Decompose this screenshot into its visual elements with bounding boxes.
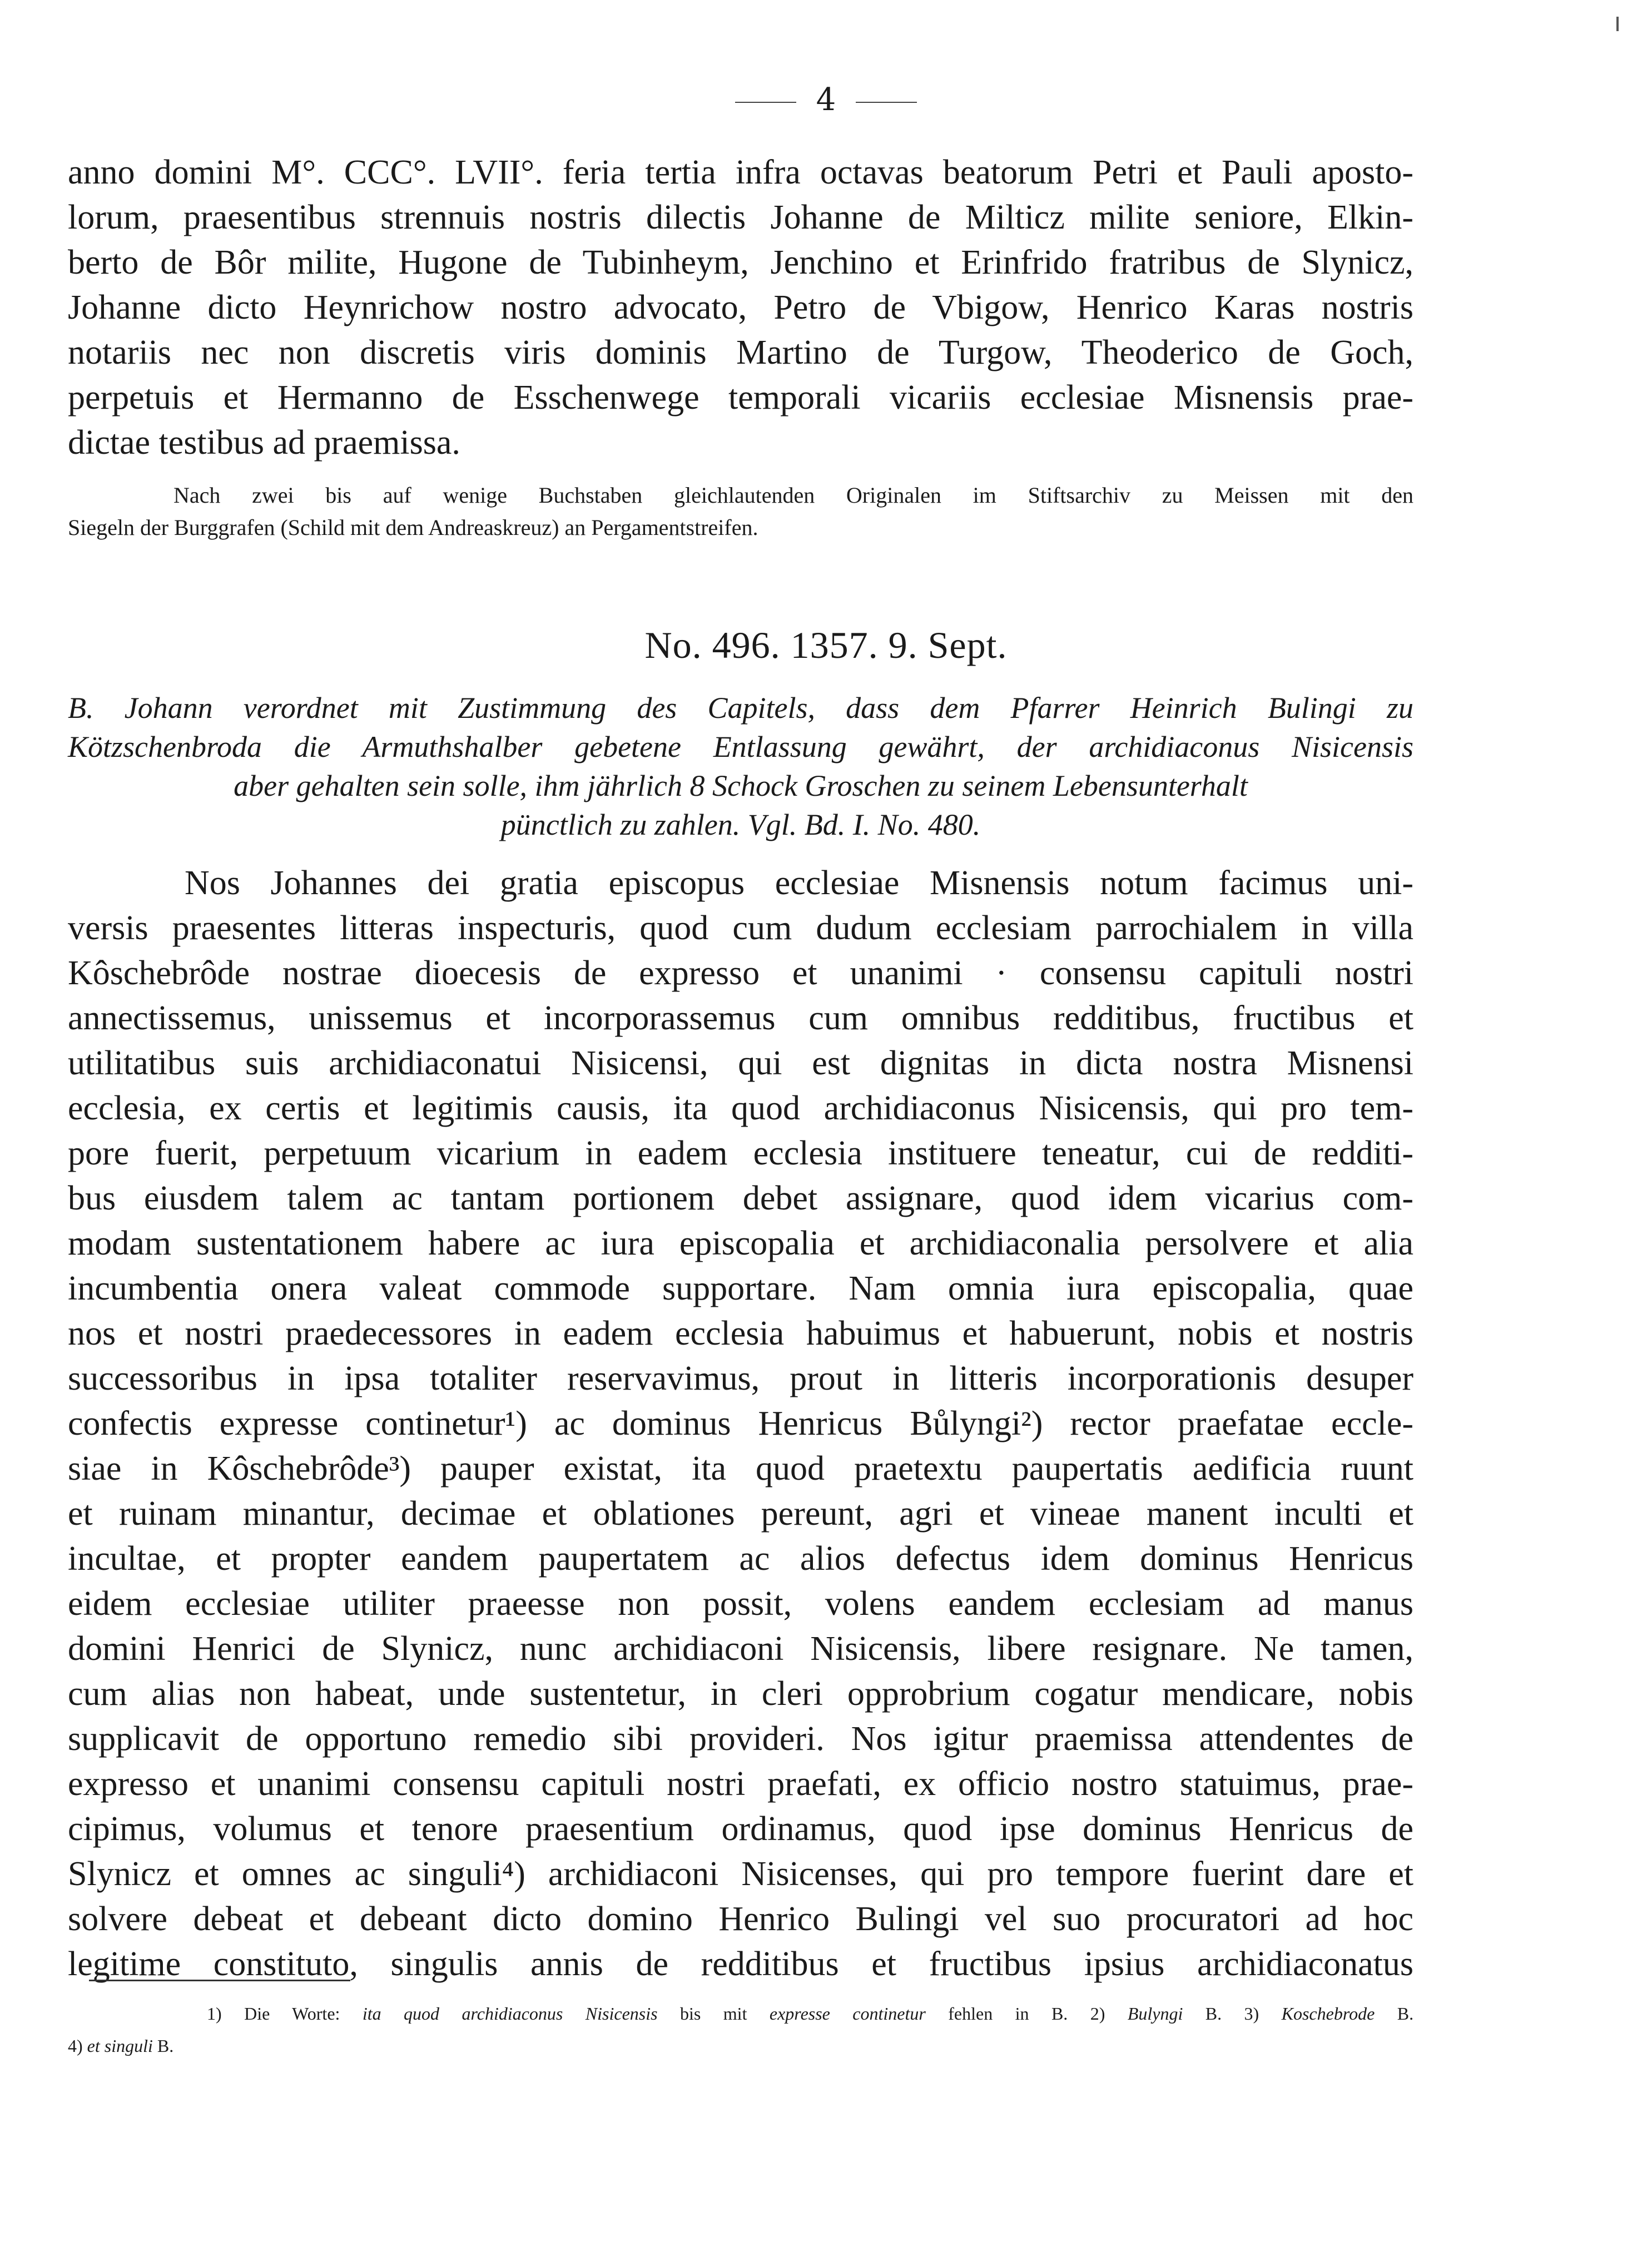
body-line: ecclesia, ex certis et legitimis causis, ita quod archidiaconus Nisicensis, qui pro tem- (68, 1089, 1413, 1127)
body-line: legitime constituto, singulis annis de redditibus et fructibus ipsius archidiaconatus (68, 1945, 1413, 1983)
body-line: utilitatibus suis archidiaconatui Nisicensi, qui est dignitas in dicta nostra Misnensi (68, 1044, 1413, 1082)
text-line: Johanne dicto Heynrichow nostro advocato, Petro de Vbigow, Henrico Karas nostris (68, 289, 1413, 326)
body-line: siae in Kôschebrôde³) pauper existat, ita quod praetextu paupertatis aedificia ruunt (68, 1450, 1413, 1488)
text-line: berto de Bôr milite, Hugone de Tubinheym, Jenchino et Erinfrido fratribus de Slynicz, (68, 244, 1413, 281)
regest-line: Kötzschenbroda die Armuthshalber gebetene Entlassung gewährt, der archidiaconus Nisicensis (68, 730, 1413, 763)
document-title: No. 496. 1357. 9. Sept. (644, 624, 1008, 666)
header-dash-right (856, 102, 917, 103)
text-line: notariis nec non discretis viris dominis Martino de Turgow, Theoderico de Goch, (68, 334, 1413, 371)
footnote-line (68, 1997, 1413, 2030)
footnote-text: B. (152, 2036, 174, 2056)
header-dash-left (735, 102, 796, 103)
body-line: cum alias non habeat, unde sustentetur, in cleri opprobrium cogatur mendicare, nobis (68, 1675, 1413, 1713)
text-line: perpetuis et Hermanno de Esschenwege temporali vicariis ecclesiae Misnensis prae- (68, 379, 1413, 416)
footnote-line (68, 2030, 1413, 2062)
page-header (0, 78, 1652, 122)
regest-line: aber gehalten sein solle, ihm jährlich 8 Schock Groschen zu seinem Lebensunterhalt (234, 769, 1248, 802)
body-line: eidem ecclesiae utiliter praeesse non possit, volens eandem ecclesiam ad manus (68, 1585, 1413, 1623)
body-line: bus eiusdem talem ac tantam portionem debet assignare, quod idem vicarius com- (68, 1179, 1413, 1217)
continuation-paragraph (68, 150, 1413, 465)
body-line: Kôschebrôde nostrae dioecesis de expresso et unanimi · consensu capituli nostri (68, 954, 1413, 992)
body-line: pore fuerit, perpetuum vicarium in eadem ecclesia instituere teneatur, cui de redditi- (68, 1134, 1413, 1172)
regest-line: pünctlich zu zahlen. Vgl. Bd. I. No. 480. (500, 808, 981, 841)
footnotes (68, 1997, 1413, 2062)
body-line: et ruinam minantur, decimae et oblationes pereunt, agri et vineae manent inculti et (68, 1495, 1413, 1533)
footnote-text: 1) Die Worte: (207, 2004, 363, 2024)
body-line: Nos Johannes dei gratia episcopus ecclesiae Misnensis notum facimus uni- (185, 864, 1413, 902)
footnote-italic: ita quod archidiaconus Nisicensis (362, 2004, 658, 2024)
footnote-text: fehlen in B. 2) (925, 2004, 1128, 2024)
body-line: versis praesentes litteras inspecturis, quod cum dudum ecclesiam parrochialem in villa (68, 909, 1413, 947)
footnote-text: B. (1375, 2004, 1413, 2024)
body-line: incultae, et propter eandem paupertatem ac alios defectus idem dominus Henricus (68, 1540, 1413, 1578)
page-number: 4 (816, 82, 836, 118)
footnote-text: 4) (68, 2036, 87, 2056)
text-line: dictae testibus ad praemissa. (68, 424, 460, 462)
regest-line: B. Johann verordnet mit Zustimmung des Capitels, dass dem Pfarrer Heinrich Bulingi zu (68, 691, 1413, 725)
footnote-text: bis mit (657, 2004, 770, 2024)
body-line: Slynicz et omnes ac singuli⁴) archidiaconi Nisicenses, qui pro tempore fuerint dare et (68, 1855, 1413, 1893)
body-line: modam sustentationem habere ac iura episcopalia et archidiaconalia persolvere et alia (68, 1224, 1413, 1262)
body-line: incumbentia onera valeat commode supportare. Nam omnia iura episcopalia, quae (68, 1270, 1413, 1307)
footnote-italic: Koschebrode (1281, 2004, 1375, 2024)
footnote-rule (89, 1980, 350, 1981)
footnote-italic: et singuli (87, 2036, 153, 2056)
note-line: Nach zwei bis auf wenige Buchstaben gleichlautenden Originalen im Stiftsarchiv zu Meissen mit den (173, 483, 1413, 508)
body-line: annectissemus, unissemus et incorporassemus cum omnibus redditibus, fructibus et (68, 999, 1413, 1037)
text-line: anno domini M°. CCC°. LVII°. feria tertia infra octavas beatorum Petri et Pauli aposto- (68, 153, 1413, 191)
text-line: lorum, praesentibus strennuis nostris dilectis Johanne de Milticz milite seniore, Elkin- (68, 199, 1413, 236)
body-line: cipimus, volumus et tenore praesentium ordinamus, quod ipse dominus Henricus de (68, 1810, 1413, 1848)
source-note (68, 479, 1413, 544)
body-line: nos et nostri praedecessores in eadem ecclesia habuimus et habuerunt, nobis et nostris (68, 1315, 1413, 1352)
document-regest (68, 688, 1413, 844)
body-line: solvere debeat et debeant dicto domino Henrico Bulingi vel suo procuratori ad hoc (68, 1900, 1413, 1938)
body-line: successoribus in ipsa totaliter reservavimus, prout in litteris incorporationis desuper (68, 1360, 1413, 1397)
footnote-italic: Bulyngi (1127, 2004, 1183, 2024)
body-line: confectis expresse continetur¹) ac dominus Henricus Bůlyngi²) rector praefatae eccle- (68, 1405, 1413, 1442)
margin-mark (1616, 17, 1619, 31)
body-line: domini Henrici de Slynicz, nunc archidiaconi Nisicensis, libere resignare. Ne tamen, (68, 1630, 1413, 1668)
body-line: supplicavit de opportuno remedio sibi provideri. Nos igitur praemissa attendentes de (68, 1720, 1413, 1758)
note-line: Siegeln der Burggrafen (Schild mit dem Andreaskreuz) an Pergamentstreifen. (68, 515, 758, 540)
body-line: expresso et unanimi consensu capituli nostri praefati, ex officio nostro statuimus, prae- (68, 1765, 1413, 1803)
document-body (68, 861, 1413, 1987)
footnote-italic: expresse continetur (769, 2004, 926, 2024)
footnote-text: B. 3) (1183, 2004, 1282, 2024)
